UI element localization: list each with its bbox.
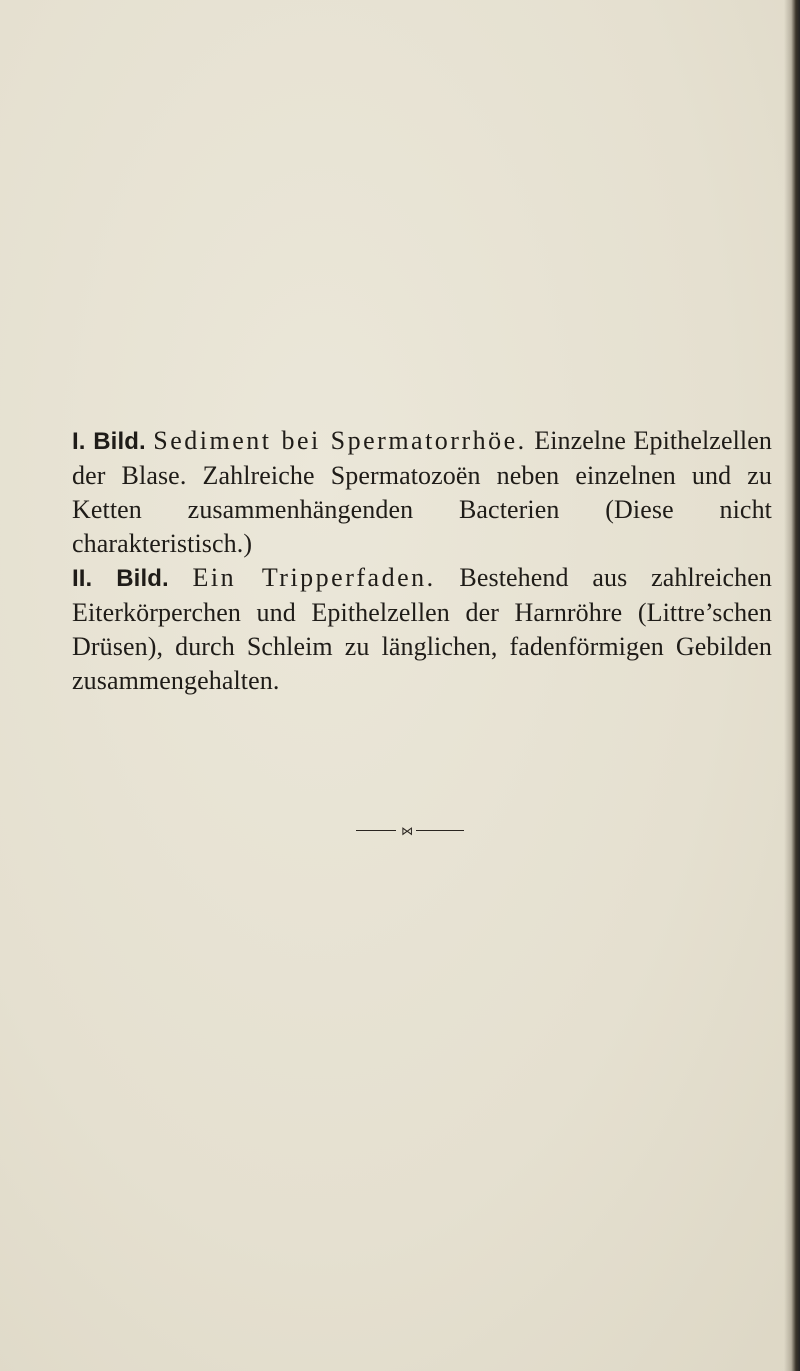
entry-1-body: Einzelne Epithelzellen der Blase. Zahlreiche Spermatozoën neben einzelnen und zu Ketten zusammenhängenden Bacterien (Diese nicht charakteristisch.) [72, 426, 772, 558]
entry-1-label: I. Bild. [72, 428, 146, 455]
entry-2-label: II. Bild. [72, 565, 169, 592]
caption-entry-1 [72, 424, 772, 561]
divider-rule-left [356, 830, 396, 831]
entry-2-body: Bestehend aus zahlreichen Eiterkörperchen und Epithelzellen der Harnröhre (Littre’schen Drüsen), durch Schleim zu länglichen, fadenförmigen Gebilden zusammengehalten. [72, 563, 773, 695]
divider-rule-right [416, 830, 464, 831]
page-edge-shadow [784, 0, 800, 1371]
ornamental-divider [356, 823, 464, 839]
entry-2-title: Ein Tripperfaden. [192, 563, 436, 592]
caption-entry-2 [72, 561, 772, 698]
plate-caption [72, 424, 772, 698]
entry-1-title: Sediment bei Spermatorrhöe. [153, 426, 527, 455]
ornamental-divider-icon: ⋈ [401, 824, 411, 838]
